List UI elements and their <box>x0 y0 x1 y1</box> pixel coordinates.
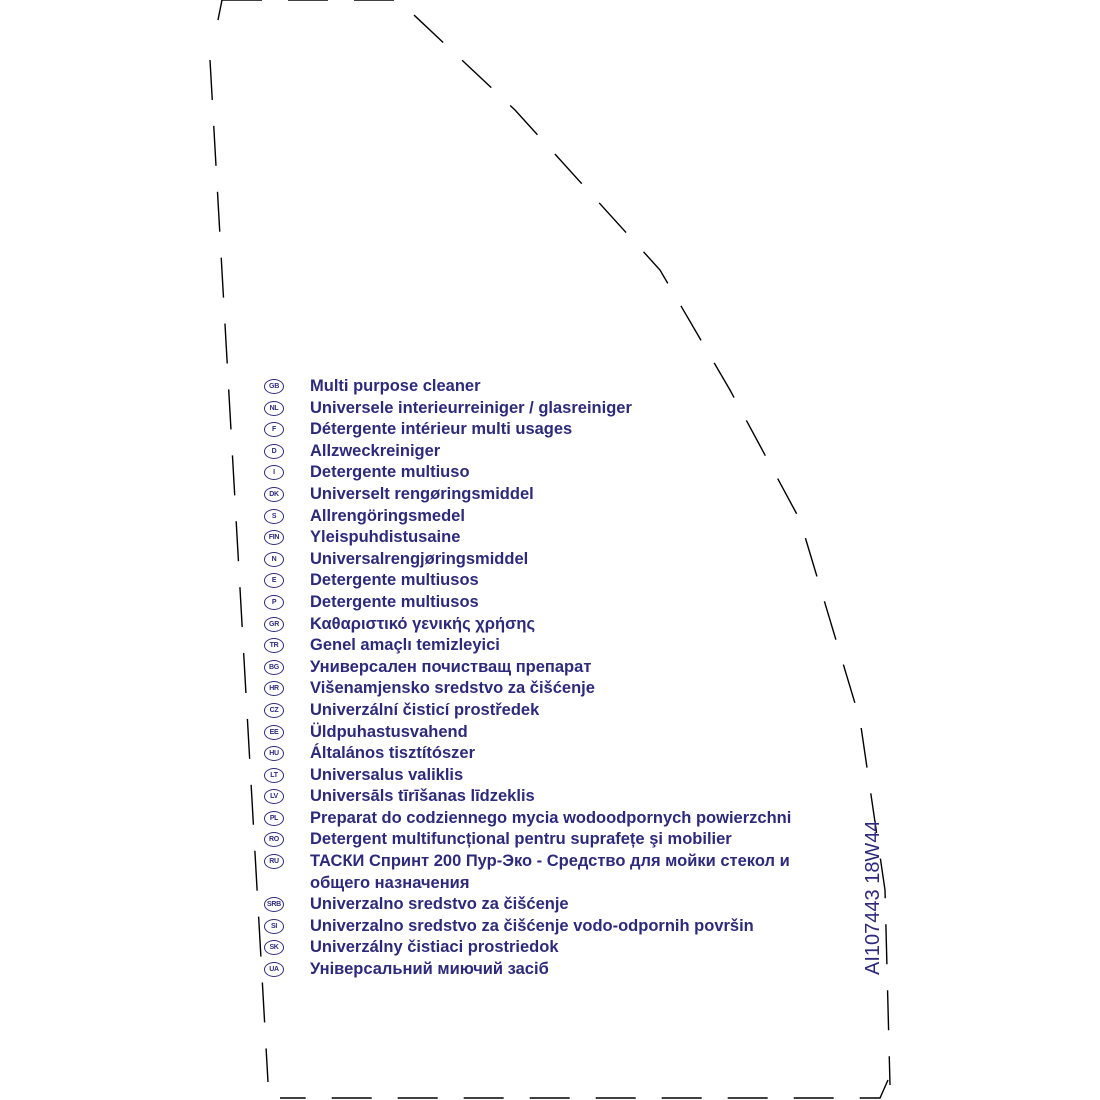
language-row <box>264 549 854 571</box>
language-row <box>264 506 854 528</box>
language-row <box>264 743 854 765</box>
country-code-badge: F <box>264 422 284 437</box>
product-name-text: Univerzální čisticí prostředek <box>310 700 540 719</box>
product-name-text: Univerzalno sredstvo za čišćenje <box>310 895 569 914</box>
product-name-text: Višenamjensko sredstvo za čišćenje <box>310 679 595 698</box>
country-code-badge: GB <box>264 379 284 394</box>
product-name-text: Detergente multiusos <box>310 592 479 611</box>
country-code-badge: BG <box>264 660 284 675</box>
country-code-badge: S <box>264 509 284 524</box>
country-code-badge: UA <box>264 962 284 977</box>
country-code-badge: PL <box>264 811 284 826</box>
language-row <box>264 678 854 700</box>
country-code-badge: LV <box>264 789 284 804</box>
country-code-badge: P <box>264 595 284 610</box>
product-name-text: Καθαριστικό γενικής χρήσης <box>310 614 536 633</box>
language-row <box>264 851 854 894</box>
language-row <box>264 527 854 549</box>
language-row <box>264 462 854 484</box>
language-row <box>264 592 854 614</box>
product-name-text: Universalus valiklis <box>310 765 464 784</box>
language-row <box>264 808 854 830</box>
language-row <box>264 786 854 808</box>
country-code-badge: RO <box>264 832 284 847</box>
country-code-badge: HU <box>264 746 284 761</box>
language-row <box>264 484 854 506</box>
country-code-badge: FIN <box>264 530 284 545</box>
language-list <box>264 376 854 981</box>
product-name-text: Yleispuhdistusaine <box>310 528 461 547</box>
country-code-badge: GR <box>264 617 284 632</box>
language-row <box>264 635 854 657</box>
product-name-text: Universalrengjøringsmiddel <box>310 549 529 568</box>
country-code-badge: N <box>264 552 284 567</box>
product-name-text: Détergente intérieur multi usages <box>310 420 573 439</box>
country-code-badge: I <box>264 465 284 480</box>
language-row <box>264 419 854 441</box>
language-row <box>264 722 854 744</box>
language-row <box>264 614 854 636</box>
language-row <box>264 959 854 981</box>
country-code-badge: SK <box>264 940 284 955</box>
country-code-badge: SRB <box>264 897 284 912</box>
product-name-text: Detergente multiusos <box>310 571 479 590</box>
country-code-badge: E <box>264 573 284 588</box>
language-row <box>264 916 854 938</box>
language-row <box>264 376 854 398</box>
language-row <box>264 765 854 787</box>
country-code-badge: LT <box>264 768 284 783</box>
product-name-text: Universāls tīrīšanas līdzeklis <box>310 787 535 806</box>
country-code-badge: RU <box>264 854 284 869</box>
country-code-badge: NL <box>264 401 284 416</box>
product-name-text: Allzweckreiniger <box>310 441 441 460</box>
language-row <box>264 829 854 851</box>
country-code-badge: SI <box>264 919 284 934</box>
country-code-badge: TR <box>264 638 284 653</box>
language-row <box>264 657 854 679</box>
product-name-text: Универсален почистващ препарат <box>310 657 592 676</box>
language-row <box>264 700 854 722</box>
product-name-text: Preparat do codziennego mycia wodoodpornych powierzchni <box>310 808 792 827</box>
product-name-text: Multi purpose cleaner <box>310 377 481 395</box>
product-name-text: Univerzálny čistiaci prostriedok <box>310 938 559 957</box>
language-row <box>264 441 854 463</box>
language-row <box>264 398 854 420</box>
artwork-code: AI107443 18W44 <box>862 820 884 975</box>
product-name-text: Üldpuhastusvahend <box>310 722 468 741</box>
product-name-text: ТАСКИ Спринт 200 Пур-Эко - Средство для мойки стекол и общего назначения <box>310 852 790 892</box>
product-name-text: Allrengöringsmedel <box>310 506 465 525</box>
product-name-text: Univerzalno sredstvo za čišćenje vodo-odpornih površin <box>310 916 754 935</box>
language-row <box>264 937 854 959</box>
country-code-badge: D <box>264 444 284 459</box>
country-code-badge: DK <box>264 487 284 502</box>
product-name-text: Universele interieurreiniger / glasreiniger <box>310 398 632 417</box>
language-row <box>264 894 854 916</box>
product-name-text: Detergente multiuso <box>310 463 470 482</box>
product-name-text: Universelt rengøringsmiddel <box>310 484 534 503</box>
country-code-badge: HR <box>264 681 284 696</box>
country-code-badge: EE <box>264 725 284 740</box>
product-name-text: Універсальний миючий засіб <box>310 960 549 979</box>
country-code-badge: CZ <box>264 703 284 718</box>
product-name-text: Detergent multifuncțional pentru suprafețe şi mobilier <box>310 830 732 849</box>
language-row <box>264 570 854 592</box>
product-name-text: Genel amaçlı temizleyici <box>310 636 500 655</box>
product-name-text: Általános tisztítószer <box>310 744 476 763</box>
